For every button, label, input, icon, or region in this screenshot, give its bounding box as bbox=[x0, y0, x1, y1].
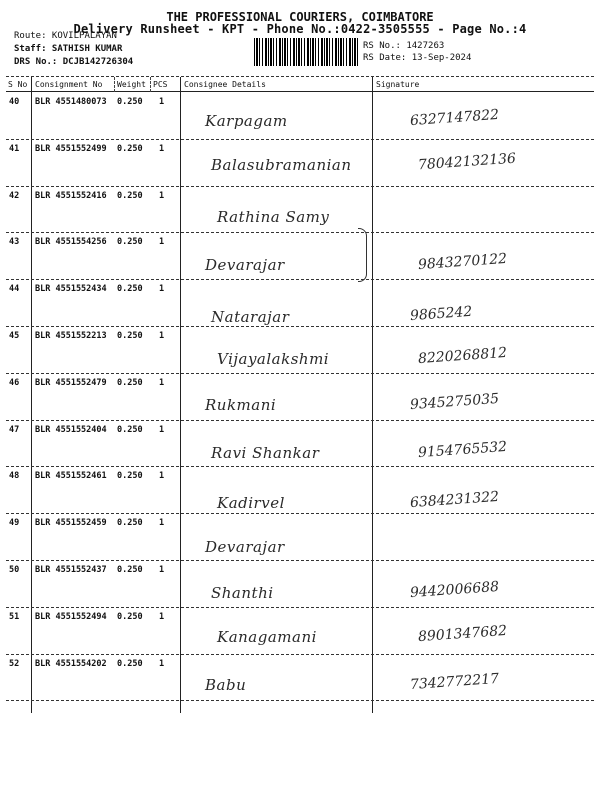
row-consignment-no: BLR 4551552434 bbox=[35, 284, 107, 295]
row-sno: 45 bbox=[9, 331, 20, 341]
row-consignee-name: Rathina Samy bbox=[217, 208, 330, 226]
col-header-sno: S No bbox=[8, 80, 28, 89]
col-divider bbox=[180, 77, 181, 713]
row-separator bbox=[6, 466, 594, 467]
row-signature: 6327147822 bbox=[409, 106, 500, 130]
row-sno: 48 bbox=[9, 471, 20, 482]
row-sno: 52 bbox=[9, 658, 20, 669]
row-pcs: 1 bbox=[159, 143, 165, 154]
row-sno: 50 bbox=[9, 565, 20, 575]
header-top-rule bbox=[6, 76, 594, 77]
row-sno: 49 bbox=[9, 518, 20, 529]
row-sno: 51 bbox=[9, 611, 20, 622]
col-divider bbox=[150, 77, 151, 92]
row-weight: 0.250 bbox=[117, 424, 143, 435]
row-sno: 46 bbox=[9, 377, 20, 388]
bracket-mark bbox=[358, 228, 367, 282]
row-pcs: 1 bbox=[159, 237, 165, 248]
row-pcs: 1 bbox=[159, 658, 165, 669]
row-weight: 0.250 bbox=[117, 518, 143, 529]
row-separator bbox=[6, 279, 594, 280]
staff-label: Staff: SATHISH KUMAR bbox=[14, 44, 123, 54]
row-signature: 9154765532 bbox=[417, 438, 508, 462]
row-consignment-no: BLR 4551480073 bbox=[35, 97, 107, 107]
row-weight: 0.250 bbox=[117, 658, 143, 669]
row-signature: 9843270122 bbox=[417, 250, 508, 274]
row-pcs: 1 bbox=[159, 518, 165, 529]
row-separator bbox=[6, 139, 594, 140]
row-weight: 0.250 bbox=[117, 611, 143, 622]
row-consignee-name: Babu bbox=[205, 676, 247, 694]
row-consignee-name: Ravi Shankar bbox=[211, 444, 320, 462]
row-consignee-name: Natarajar bbox=[211, 308, 290, 326]
row-consignment-no: BLR 4551552437 bbox=[35, 565, 107, 575]
col-header-weight: Weight bbox=[117, 80, 146, 89]
row-signature: 78042132136 bbox=[417, 150, 517, 174]
rs-date: RS Date: 13-Sep-2024 bbox=[363, 53, 472, 63]
row-signature: 9345275035 bbox=[409, 390, 500, 414]
row-consignee-name: Shanthi bbox=[211, 584, 274, 602]
row-signature: 7342772217 bbox=[409, 670, 500, 694]
row-consignment-no: BLR 4551552499 bbox=[35, 143, 107, 154]
row-weight: 0.250 bbox=[117, 565, 143, 575]
col-header-signature: Signature bbox=[376, 80, 420, 89]
row-consignment-no: BLR 4551552404 bbox=[35, 424, 107, 435]
row-pcs: 1 bbox=[159, 190, 165, 201]
row-consignee-name: Devarajar bbox=[205, 538, 285, 556]
row-pcs: 1 bbox=[159, 611, 165, 622]
row-consignee-name: Rukmani bbox=[205, 396, 277, 414]
row-separator bbox=[6, 373, 594, 374]
row-sno: 43 bbox=[9, 237, 20, 248]
drs-label: DRS No.: DCJB142726304 bbox=[14, 57, 134, 67]
row-signature: 9865242 bbox=[409, 303, 473, 325]
row-consignment-no: BLR 4551552459 bbox=[35, 518, 107, 529]
row-consignment-no: BLR 4551554202 bbox=[35, 658, 107, 669]
row-pcs: 1 bbox=[159, 377, 165, 388]
row-separator bbox=[6, 232, 594, 233]
row-weight: 0.250 bbox=[117, 331, 143, 341]
col-header-consignee: Consignee Details bbox=[184, 80, 266, 89]
row-weight: 0.250 bbox=[117, 377, 143, 388]
row-sno: 44 bbox=[9, 284, 20, 295]
col-divider bbox=[114, 77, 115, 92]
row-signature: 6384231322 bbox=[409, 488, 500, 512]
row-pcs: 1 bbox=[159, 97, 165, 107]
row-separator bbox=[6, 186, 594, 187]
row-separator bbox=[6, 607, 594, 608]
row-separator bbox=[6, 420, 594, 421]
row-sno: 42 bbox=[9, 190, 20, 201]
row-consignee-name: Kanagamani bbox=[217, 628, 317, 646]
row-signature: 9442006688 bbox=[409, 578, 500, 602]
row-separator bbox=[6, 700, 594, 701]
row-pcs: 1 bbox=[159, 331, 165, 341]
row-weight: 0.250 bbox=[117, 190, 143, 201]
row-weight: 0.250 bbox=[117, 284, 143, 295]
col-divider bbox=[372, 77, 373, 713]
row-consignment-no: BLR 4551552494 bbox=[35, 611, 107, 622]
row-separator bbox=[6, 654, 594, 655]
route-label: Route: KOVILPALAYAN bbox=[14, 31, 117, 41]
row-consignee-name: Vijayalakshmi bbox=[217, 350, 330, 368]
row-weight: 0.250 bbox=[117, 237, 143, 248]
row-signature: 8901347682 bbox=[417, 622, 508, 646]
row-weight: 0.250 bbox=[117, 97, 143, 107]
row-sno: 47 bbox=[9, 424, 20, 435]
barcode bbox=[254, 38, 359, 66]
row-consignment-no: BLR 4551552416 bbox=[35, 190, 107, 201]
row-consignment-no: BLR 4551552461 bbox=[35, 471, 107, 482]
col-header-consignment: Consignment No bbox=[35, 80, 103, 89]
row-pcs: 1 bbox=[159, 424, 165, 435]
col-divider bbox=[31, 77, 32, 713]
company-title: THE PROFESSIONAL COURIERS, COIMBATORE bbox=[166, 10, 434, 24]
row-pcs: 1 bbox=[159, 565, 165, 575]
rs-number: RS No.: 1427263 bbox=[363, 41, 445, 51]
row-consignment-no: BLR 4551552479 bbox=[35, 377, 107, 388]
row-pcs: 1 bbox=[159, 471, 165, 482]
runsheet-subtitle: Delivery Runsheet - KPT - Phone No.:0422-3505555 - Page No.:4 bbox=[73, 22, 527, 36]
row-weight: 0.250 bbox=[117, 471, 143, 482]
row-sno: 41 bbox=[9, 143, 20, 154]
row-weight: 0.250 bbox=[117, 143, 143, 154]
row-consignee-name: Kadirvel bbox=[217, 494, 285, 512]
row-signature: 8220268812 bbox=[417, 344, 508, 368]
col-header-pcs: PCS bbox=[153, 80, 168, 89]
row-consignee-name: Devarajar bbox=[205, 256, 285, 274]
row-consignee-name: Karpagam bbox=[205, 112, 288, 130]
row-consignee-name: Balasubramanian bbox=[211, 156, 352, 174]
row-consignment-no: BLR 4551552213 bbox=[35, 331, 107, 341]
row-consignment-no: BLR 4551554256 bbox=[35, 237, 107, 248]
row-pcs: 1 bbox=[159, 284, 165, 295]
row-separator bbox=[6, 560, 594, 561]
row-separator bbox=[6, 513, 594, 514]
header-bottom-rule bbox=[6, 91, 594, 92]
row-separator bbox=[6, 326, 594, 327]
row-sno: 40 bbox=[9, 97, 20, 107]
